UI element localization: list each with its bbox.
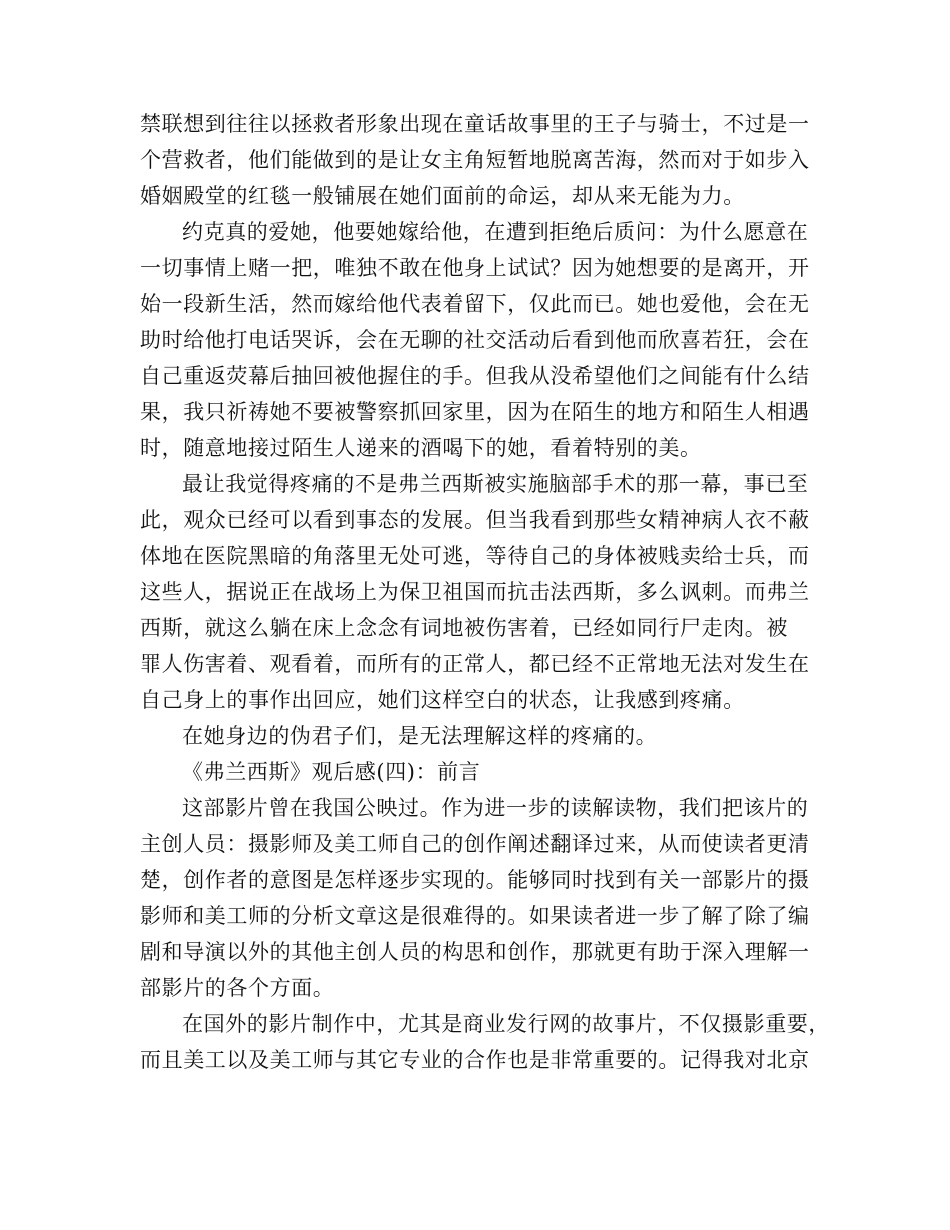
text-line: 助时给他打电话哭诉，会在无聊的社交活动后看到他而欣喜若狂，会在 (140, 328, 810, 352)
text-line: 楚，创作者的意图是怎样逐步实现的。能够同时找到有关一部影片的摄 (140, 868, 810, 892)
text-line: 婚姻殿堂的红毯一般铺展在她们面前的命运，却从来无能为力。 (140, 184, 745, 208)
text-line: 果，我只祈祷她不要被警察抓回家里，因为在陌生的地方和陌生人相遇 (140, 400, 810, 424)
text-line: 这部影片曾在我国公映过。作为进一步的读解读物，我们把该片的 (182, 796, 809, 820)
text-line: 西斯，就这么躺在床上念念有词地被伤害着，已经如同行尸走肉。被 (140, 616, 788, 640)
text-line: 个营救者，他们能做到的是让女主角短暂地脱离苦海，然而对于如步入 (140, 148, 810, 172)
text-line: 《弗兰西斯》观后感(四)：前言 (182, 760, 481, 784)
text-line: 时，随意地接过陌生人递来的酒喝下的她，看着特别的美。 (140, 436, 702, 460)
text-line: 一切事情上赌一把，唯独不敢在他身上试试？因为她想要的是离开，开 (140, 256, 810, 280)
text-line: 剧和导演以外的其他主创人员的构思和创作，那就更有助于深入理解一 (140, 940, 810, 964)
text-line: 约克真的爱她，他要她嫁给他，在遭到拒绝后质问：为什么愿意在 (182, 220, 809, 244)
text-line: 罪人伤害着、观看着，而所有的正常人，都已经不正常地无法对发生在 (140, 652, 810, 676)
text-line: 在国外的影片制作中，尤其是商业发行网的故事片，不仅摄影重要， (182, 1012, 830, 1036)
text-line: 影师和美工师的分析文章这是很难得的。如果读者进一步了解了除了编 (140, 904, 810, 928)
text-line: 自己身上的事作出回应，她们这样空白的状态，让我感到疼痛。 (140, 688, 745, 712)
text-line: 部影片的各个方面。 (140, 976, 335, 1000)
text-line: 主创人员：摄影师及美工师自己的创作阐述翻译过来，从而使读者更清 (140, 832, 810, 856)
text-line: 而且美工以及美工师与其它专业的合作也是非常重要的。记得我对北京 (140, 1048, 810, 1072)
text-line: 禁联想到往往以拯救者形象出现在童话故事里的王子与骑士，不过是一 (140, 112, 810, 136)
text-line: 自己重返荧幕后抽回被他握住的手。但我从没希望他们之间能有什么结 (140, 364, 810, 388)
text-line: 此，观众已经可以看到事态的发展。但当我看到那些女精神病人衣不蔽 (140, 508, 810, 532)
text-line: 体地在医院黑暗的角落里无处可逃，等待自己的身体被贱卖给士兵，而 (140, 544, 810, 568)
body-text (140, 106, 830, 1078)
text-line: 在她身边的伪君子们，是无法理解这样的疼痛的。 (182, 724, 658, 748)
text-line: 最让我觉得疼痛的不是弗兰西斯被实施脑部手术的那一幕，事已至 (182, 472, 809, 496)
text-line: 这些人，据说正在战场上为保卫祖国而抗击法西斯，多么讽刺。而弗兰 (140, 580, 810, 604)
text-line: 始一段新生活，然而嫁给他代表着留下，仅此而已。她也爱他，会在无 (140, 292, 810, 316)
